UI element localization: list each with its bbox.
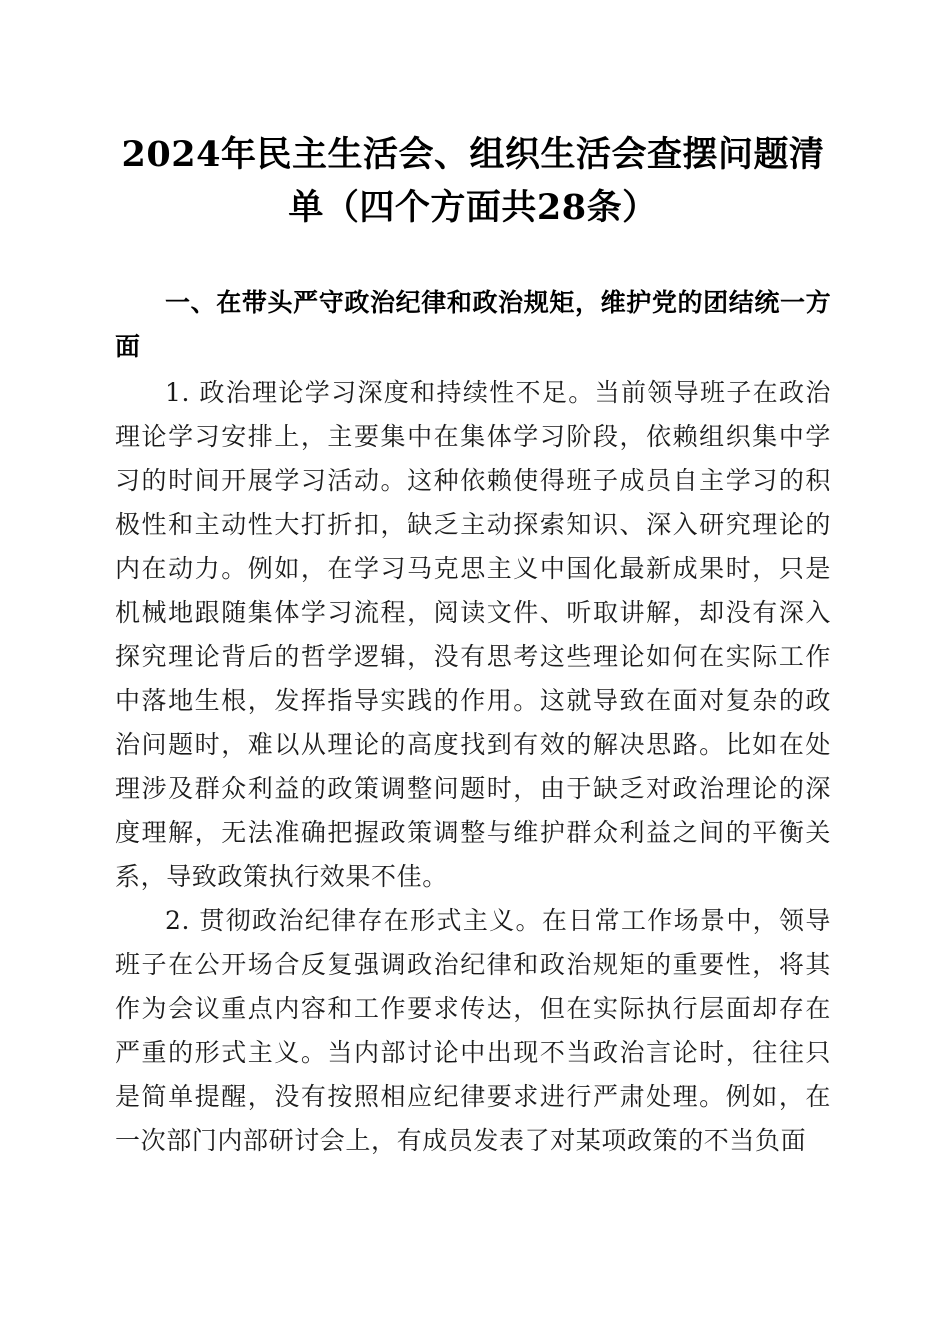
document-content [115,0,831,1163]
document-title-line-1: 2024年民主生活会、组织生活会查摆问题清 [121,134,825,175]
page-title [115,0,831,234]
paragraph-1: 1. 政治理论学习深度和持续性不足。当前领导班子在政治理论学习安排上，主要集中在集体学习阶段，依赖组织集中学习的时间开展学习活动。这种依赖使得班子成员自主学习的积极性和主动性大打折扣，缺乏主动探索知识、深入研究理论的内在动力。例如，在学习马克思主义中国化最新成果时，只是机械地跟随集体学习流程，阅读文件、听取讲解，却没有深入探究理论背后的哲学逻辑，没有思考这些理论如何在实际工作中落地生根，发挥指导实践的作用。这就导致在面对复杂的政治问题时，难以从理论的高度找到有效的解决思路。比如在处理涉及群众利益的政策调整问题时，由于缺乏对政治理论的深度理解，无法准确把握政策调整与维护群众利益之间的平衡关系，导致政策执行效果不佳。 [115,378,831,891]
paragraph-2: 2. 贯彻政治纪律存在形式主义。在日常工作场景中，领导班子在公开场合反复强调政治纪律和政治规矩的重要性，将其作为会议重点内容和工作要求传达，但在实际执行层面却存在严重的形式主义。当内部讨论中出现不当政治言论时，往往只是简单提醒，没有按照相应纪律要求进行严肃处理。例如，在一次部门内部研讨会上，有成员发表了对某项政策的不当负面 [115,906,831,1155]
document-title-line-2: 单（四个方面共28条） [288,187,658,228]
section-heading-1: 一、在带头严守政治纪律和政治规矩，维护党的团结统一方面 [115,289,831,361]
